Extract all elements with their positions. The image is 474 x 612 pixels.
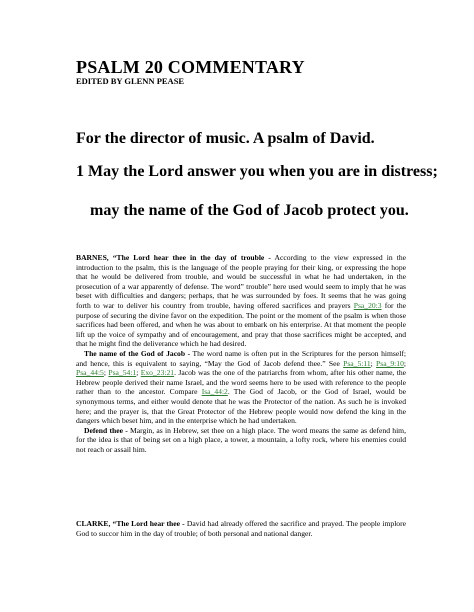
scripture-link-psa-54-1[interactable]: Psa_54:1 — [108, 368, 137, 378]
defend-thee-label: Defend thee - — [84, 425, 128, 435]
psalm-superscription: For the director of music. A psalm of David. — [76, 130, 375, 147]
barnes-paragraph-1 — [76, 253, 406, 349]
barnes-p3-text: Margin, as in Hebrew, set thee on a high place. The word means the same as defend him, for the idea is that of being set on a high place, a tower, a mountain, a lofty rock, where his enemies could not reach or assail him. — [76, 425, 406, 454]
verse-line-2: may the name of the God of Jacob protect you. — [90, 202, 409, 219]
barnes-p2-text-1: The word name is often put in the Scriptures for the person himself; and hence, this is equivalent to saying, “May the God of Jacob defend thee.” See — [76, 348, 406, 368]
barnes-paragraph-3 — [76, 426, 406, 455]
document-title: PSALM 20 COMMENTARY — [76, 57, 305, 77]
barnes-label: BARNES, “The Lord hear thee in the day of trouble - — [76, 253, 271, 262]
clarke-commentary — [76, 519, 406, 538]
verse-line-1: 1 May the Lord answer you when you are in distress; — [76, 163, 438, 180]
editor-line: EDITED BY GLENN PEASE — [76, 76, 185, 86]
separator: ; — [136, 368, 141, 378]
scripture-link-isa-44-2[interactable]: Isa_44:2 — [201, 387, 228, 397]
scripture-link-psa-44-5[interactable]: Psa_44:5 — [76, 368, 104, 378]
separator: ; — [403, 358, 406, 368]
scripture-link-psa-20-3[interactable]: Psa_20:3 — [353, 300, 382, 310]
barnes-p2-text-2: . Jacob was the one of the patriarchs from whom, after his other name, the Hebrew people derived their name Israel, and the word seems here to be used with reference to the people rather than to the ancestor. Compare — [76, 368, 407, 397]
clarke-label: CLARKE, “The Lord hear thee - — [76, 519, 185, 528]
scripture-link-exo-23-21[interactable]: Exo_23:21 — [140, 368, 175, 378]
clarke-paragraph — [76, 519, 406, 538]
barnes-paragraph-2 — [76, 349, 406, 426]
barnes-p2-text-3: . The God of Jacob, or the God of Israel, would be synonymous terms, and either would denote that he was the Protector of the nation. As such he is invoked here; and the prayer is, that the Great Protector of the Hebrew people would now defend the king in the dangers which beset him, and in the enterprise which he had undertaken. — [76, 387, 406, 426]
barnes-commentary — [76, 253, 406, 454]
separator: ; — [370, 358, 377, 368]
barnes-text-2: for the purpose of securing the divine favor on the expedition. The point or the moment of the psalm is when those sacrifices had been offered, and when he was about to embark on his enterprise. At that moment the people lift up the voice of sympathy and of encouragement, and pray that those sacrifices might be accepted, and that he might find the deliverance which he had desired. — [76, 300, 406, 349]
clarke-text: David had already offered the sacrifice and prayed. The people implore God to succor him in the day of trouble; of both personal and national danger. — [76, 519, 407, 538]
separator: ; — [103, 368, 109, 378]
barnes-text-1: According to the view expressed in the introduction to the psalm, this is the language of the people praying for their king, or expressing the hope that he would be delivered from trouble, and would be successful in what he had undertaken, in the prosecution of a war apparently of defense. The word” trouble” here used would seem to imply that he was beset with difficulties and dangers; perhaps, that he was surrounded by foes. It seems that he was going forth to war to deliver his country from trouble, having offered sacrifices and prayers — [76, 253, 406, 310]
scripture-link-psa-9-10[interactable]: Psa_9:10 — [376, 358, 404, 368]
scripture-link-psa-5-11[interactable]: Psa_5:11 — [343, 358, 371, 368]
name-of-god-label: The name of the God of Jacob - — [84, 348, 191, 358]
